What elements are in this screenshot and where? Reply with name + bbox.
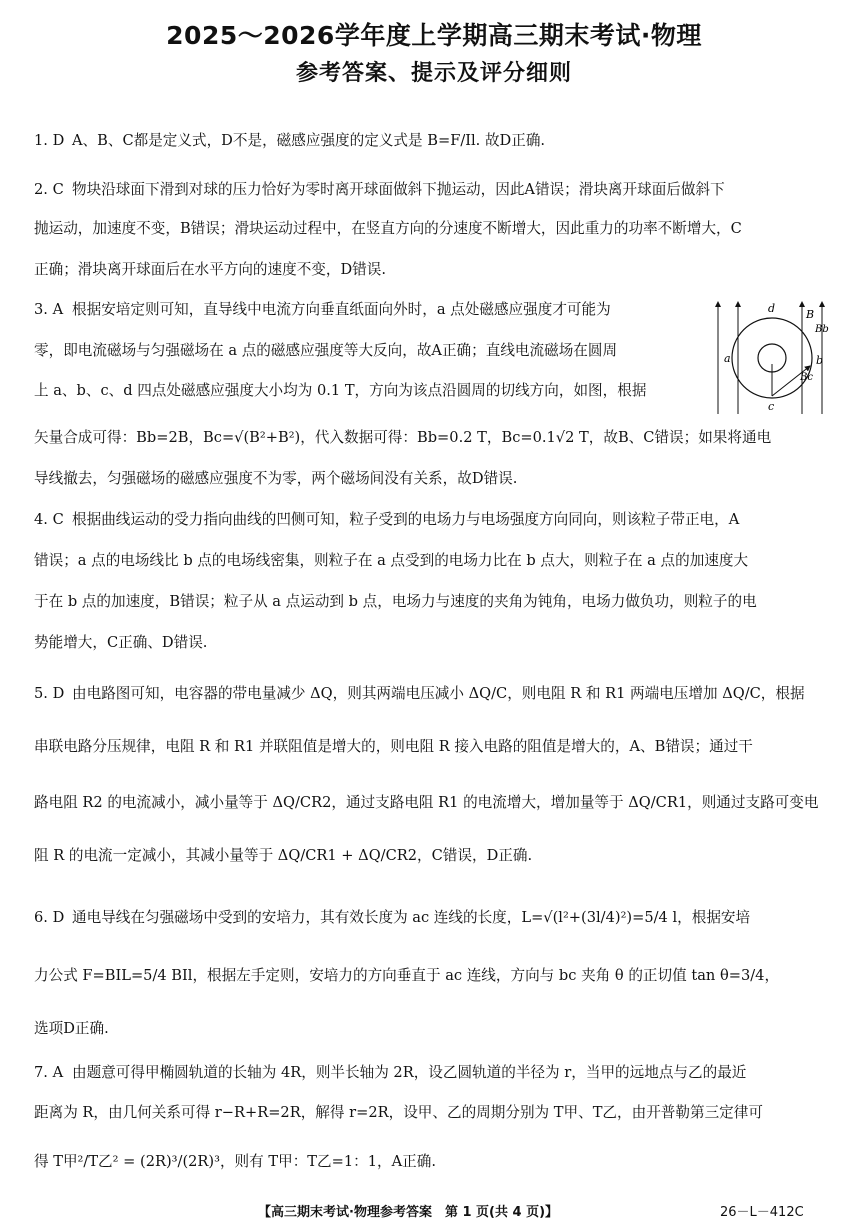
- q3-line-5: 导线撤去，匀强磁场的磁感应强度不为零，两个磁场间没有关系，故D错误.: [34, 470, 518, 487]
- q2-line-1: [34, 180, 834, 200]
- q4-number: 4. C: [34, 511, 64, 528]
- q7-text-1: 由题意可得甲椭圆轨道的长轴为 4R，则半长轴为 2R，设乙圆轨道的半径为 r，当甲的远地点与乙的最近: [72, 1064, 747, 1081]
- q1-line: [34, 131, 834, 151]
- q6-number: 6. D: [34, 909, 65, 926]
- q3-line-3: 上 a、b、c、d 四点处磁感应强度大小均为 0.1 T，方向为该点沿圆周的切线方向，如图，根据: [34, 382, 647, 399]
- label-B: B: [806, 308, 815, 321]
- q4-line-4: 势能增大，C正确、D错误.: [34, 634, 208, 651]
- q5-number: 5. D: [34, 685, 65, 702]
- q6-line-2: 力公式 F=BIL=5/4 BIl，根据左手定则，安培力的方向垂直于 ac 连线，方向与 bc 夹角 θ 的正切值 tan θ=3/4，: [34, 967, 780, 984]
- q7-line-1: [34, 1063, 834, 1083]
- q7-line-3: 得 T甲²/T乙² = (2R)³/(2R)³，则有 T甲：T乙=1：1，A正确.: [34, 1153, 436, 1170]
- q1-text: A、B、C都是定义式，D不是，磁感应强度的定义式是 B=F/Il. 故D正确.: [72, 132, 546, 149]
- label-a: a: [724, 352, 731, 365]
- label-c: c: [768, 400, 775, 413]
- magnetic-field-diagram: [712, 296, 840, 416]
- footer-page-info: 【高三期末考试·物理参考答案 第 1 页(共 4 页)】: [258, 1205, 559, 1220]
- q3-number: 3. A: [34, 301, 64, 318]
- label-Bb: Bb: [815, 324, 829, 335]
- q2-line-3: 正确；滑块离开球面后在水平方向的速度不变，D错误.: [34, 261, 386, 278]
- q1-number: 1. D: [34, 132, 65, 149]
- q4-line-3: 于在 b 点的加速度，B错误；粒子从 a 点运动到 b 点，电场力与速度的夹角为钝角，电场力做负功，则粒子的电: [34, 593, 757, 610]
- q2-number: 2. C: [34, 181, 64, 198]
- label-b: b: [816, 354, 824, 367]
- page-title: 2025～2026学年度上学期高三期末考试·物理: [166, 21, 702, 50]
- label-Bc: Bc: [800, 372, 813, 383]
- label-d: d: [768, 302, 776, 315]
- q5-text-1: 由电路图可知，电容器的带电量减少 ΔQ，则其两端电压减小 ΔQ/C，则电阻 R 和 R1 两端电压增加 ΔQ/C，根据: [72, 685, 805, 702]
- q2-line-2: 抛运动，加速度不变，B错误；滑块运动过程中，在竖直方向的分速度不断增大，因此重力的功率不断增大，C: [34, 220, 742, 237]
- q7-number: 7. A: [34, 1064, 64, 1081]
- q3-line-2: 零，即电流磁场与匀强磁场在 a 点的磁感应强度等大反向，故A正确；直线电流磁场在圆周: [34, 342, 618, 359]
- q6-line-1: [34, 908, 834, 928]
- page-subtitle: 参考答案、提示及评分细则: [295, 61, 572, 86]
- q3-text-1: 根据安培定则可知，直导线中电流方向垂直纸面向外时，a 点处磁感应强度才可能为: [72, 301, 611, 318]
- q5-line-3: 路电阻 R2 的电流减小，减小量等于 ΔQ/CR2，通过支路电阻 R1 的电流增大，增加量等于 ΔQ/CR1，则通过支路可变电: [34, 794, 819, 811]
- q5-line-2: 串联电路分压规律，电阻 R 和 R1 并联阻值是增大的，则电阻 R 接入电路的阻值是增大的，A、B错误；通过干: [34, 738, 753, 755]
- q4-text-1: 根据曲线运动的受力指向曲线的凹侧可知，粒子受到的电场力与电场强度方向同向，则该粒子带正电，A: [72, 511, 740, 528]
- q6-text-1: 通电导线在匀强磁场中受到的安培力，其有效长度为 ac 连线的长度，L=√(l²+(3l/4)²)=5/4 l，根据安培: [72, 909, 751, 926]
- q4-line-2: 错误；a 点的电场线比 b 点的电场线密集，则粒子在 a 点受到的电场力比在 b 点大，则粒子在 a 点的加速度大: [34, 552, 749, 569]
- q4-line-1: [34, 510, 834, 530]
- q2-text-1: 物块沿球面下滑到对球的压力恰好为零时离开球面做斜下抛运动，因此A错误；滑块离开球面后做斜下: [72, 181, 725, 198]
- q6-line-3: 选项D正确.: [34, 1020, 109, 1037]
- footer-code: 26－L－412C: [720, 1205, 804, 1220]
- q7-line-2: 距离为 R，由几何关系可得 r−R+R=2R，解得 r=2R，设甲、乙的周期分别为 T甲、T乙，由开普勒第三定律可: [34, 1104, 763, 1121]
- q5-line-1: [34, 684, 834, 704]
- q3-line-4: 矢量合成可得：Bb=2B，Bc=√(B²+B²)，代入数据可得：Bb=0.2 T，Bc=0.1√2 T，故B、C错误；如果将通电: [34, 429, 772, 446]
- q5-line-4: 阻 R 的电流一定减小，其减小量等于 ΔQ/CR1 + ΔQ/CR2，C错误，D正确.: [34, 847, 533, 864]
